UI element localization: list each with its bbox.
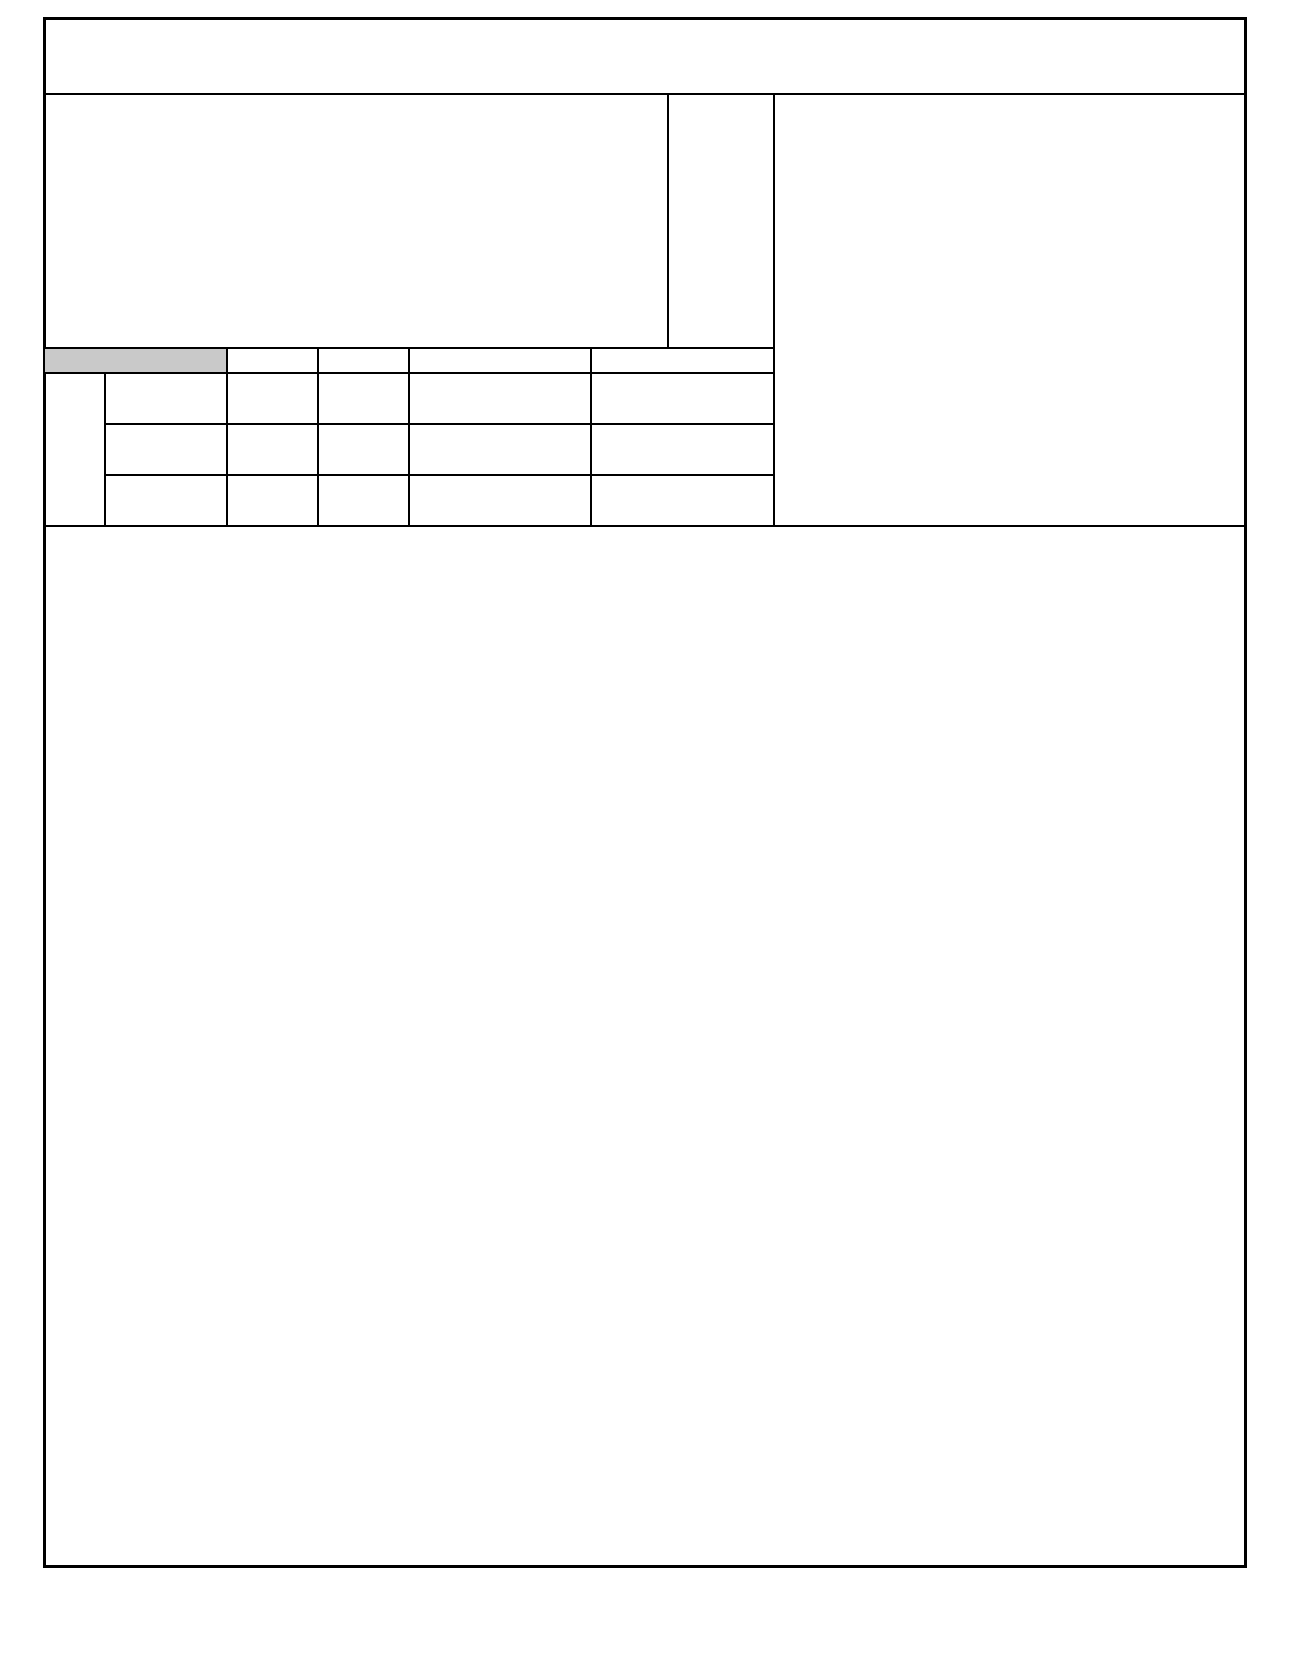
- divider-date: [590, 348, 592, 526]
- senior-date-field[interactable]: [593, 426, 772, 473]
- divider-header: [43, 93, 1247, 95]
- name-label: [48, 100, 56, 118]
- senior-hq-field[interactable]: [411, 426, 589, 473]
- grade-field[interactable]: [670, 120, 771, 345]
- master-par-field[interactable]: [229, 477, 316, 525]
- divider-qual-b: [105, 474, 775, 476]
- divider-name-grade: [667, 94, 669, 347]
- divider-par: [226, 348, 228, 526]
- name-field[interactable]: [45, 120, 665, 345]
- master-so-field[interactable]: [320, 477, 407, 525]
- prchst-hq-field[interactable]: [411, 374, 589, 422]
- senior-par-field[interactable]: [229, 426, 316, 473]
- prchst-par-field[interactable]: [229, 374, 316, 422]
- master-hq-field[interactable]: [411, 477, 589, 525]
- senior-so-field[interactable]: [320, 426, 407, 473]
- prchst-so-field[interactable]: [320, 374, 407, 422]
- divider-qual-a: [105, 423, 775, 425]
- divider-table-top: [43, 525, 1247, 527]
- divider-hq: [408, 348, 410, 526]
- divider-grade-instructions: [773, 94, 775, 526]
- prchst-date-field[interactable]: [593, 374, 772, 422]
- master-date-field[interactable]: [593, 477, 772, 525]
- shaded-cell: [45, 348, 226, 372]
- divider-so: [317, 348, 319, 526]
- divider-qual-vert: [104, 373, 106, 526]
